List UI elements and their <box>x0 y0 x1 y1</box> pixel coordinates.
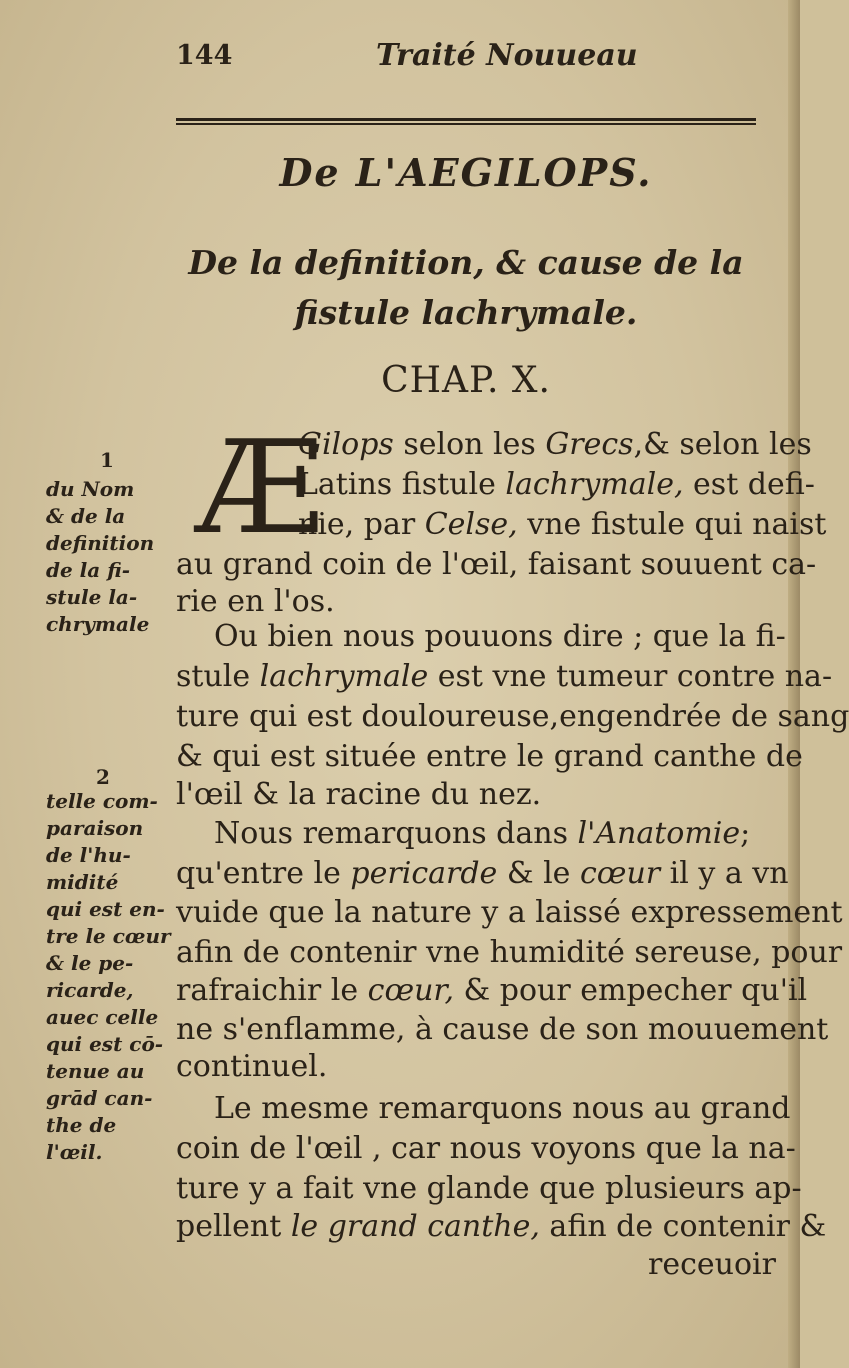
margin-note-line: chrymale <box>46 612 150 636</box>
margin-note-line: & le pe- <box>46 951 134 975</box>
margin-note <box>46 476 154 638</box>
margin-note-line: auec celle <box>46 1005 159 1029</box>
margin-note-number: 1 <box>100 448 114 472</box>
text-line: Latins fistule lachrymale, est defi- <box>298 467 815 502</box>
text-line: ture qui est douloureuse,engendrée de sang <box>176 699 849 734</box>
margin-note-line: paraison <box>46 816 144 840</box>
drop-cap: Æ <box>196 414 325 563</box>
running-title: Traité Nouueau <box>376 38 638 73</box>
text-line: au grand coin de l'œil, faisant souuent ca- <box>176 547 817 582</box>
text-line: pellent le grand canthe, afin de contenir & <box>176 1209 827 1244</box>
text-line: l'œil & la racine du nez. <box>176 777 542 812</box>
section-title: De L'AEGILOPS. <box>279 150 653 195</box>
margin-note-line: de l'hu- <box>46 843 131 867</box>
margin-note-line: tenue au <box>46 1059 145 1083</box>
text-line: stule lachrymale est vne tumeur contre na- <box>176 659 833 694</box>
margin-note <box>46 788 171 1166</box>
text-line: vuide que la nature y a laissé expressement <box>176 895 843 930</box>
margin-note-number: 2 <box>96 765 110 789</box>
header-rule <box>176 118 756 128</box>
chapter-subtitle <box>176 238 756 338</box>
catchword: receuoir <box>648 1247 776 1282</box>
margin-note-line: telle com- <box>46 789 158 813</box>
chapter-heading: CHAP. X. <box>381 360 551 401</box>
margin-note-line: l'œil. <box>46 1140 103 1164</box>
margin-note-line: qui est en- <box>46 897 165 921</box>
text-line: rie en l'os. <box>176 584 335 619</box>
text-line: qu'entre le pericarde & le cœur il y a vn <box>176 856 789 891</box>
margin-note-line: stule la- <box>46 585 138 609</box>
text-line: continuel. <box>176 1049 328 1084</box>
text-line: Ou bien nous pouuons dire ; que la fi- <box>214 619 786 654</box>
margin-note-line: & de la <box>46 504 126 528</box>
margin-note-line: midité <box>46 870 119 894</box>
page-header <box>176 38 756 78</box>
text-line: afin de contenir vne humidité sereuse, pour <box>176 935 843 970</box>
margin-note-line: qui est cō- <box>46 1032 164 1056</box>
text-line: ture y a fait vne glande que plusieurs ap- <box>176 1171 802 1206</box>
subtitle-line-2: fistule lachrymale. <box>294 293 638 332</box>
subtitle-line-1: De la definition, & cause de la <box>188 243 744 282</box>
margin-note-line: du Nom <box>46 477 135 501</box>
text-line: nie, par Celse, vne fistule qui naist <box>298 507 827 542</box>
margin-note-line: ricarde, <box>46 978 134 1002</box>
margin-note-line: definition <box>46 531 155 555</box>
margin-note-line: the de <box>46 1113 117 1137</box>
text-line: Gilops selon les Grecs,& selon les <box>298 427 812 462</box>
page-number: 144 <box>176 40 233 71</box>
text-line: ne s'enflamme, à cause de son mouuement <box>176 1012 829 1047</box>
margin-note-line: grād can- <box>46 1086 153 1110</box>
text-line: & qui est située entre le grand canthe de <box>176 739 803 774</box>
text-line: Le mesme remarquons nous au grand <box>214 1091 791 1126</box>
margin-note-line: tre le cœur <box>46 924 171 948</box>
text-line: rafraichir le cœur, & pour empecher qu'il <box>176 973 808 1008</box>
text-line: Nous remarquons dans l'Anatomie; <box>214 816 751 851</box>
margin-note-line: de la fi- <box>46 558 131 582</box>
text-line: coin de l'œil , car nous voyons que la na- <box>176 1131 796 1166</box>
